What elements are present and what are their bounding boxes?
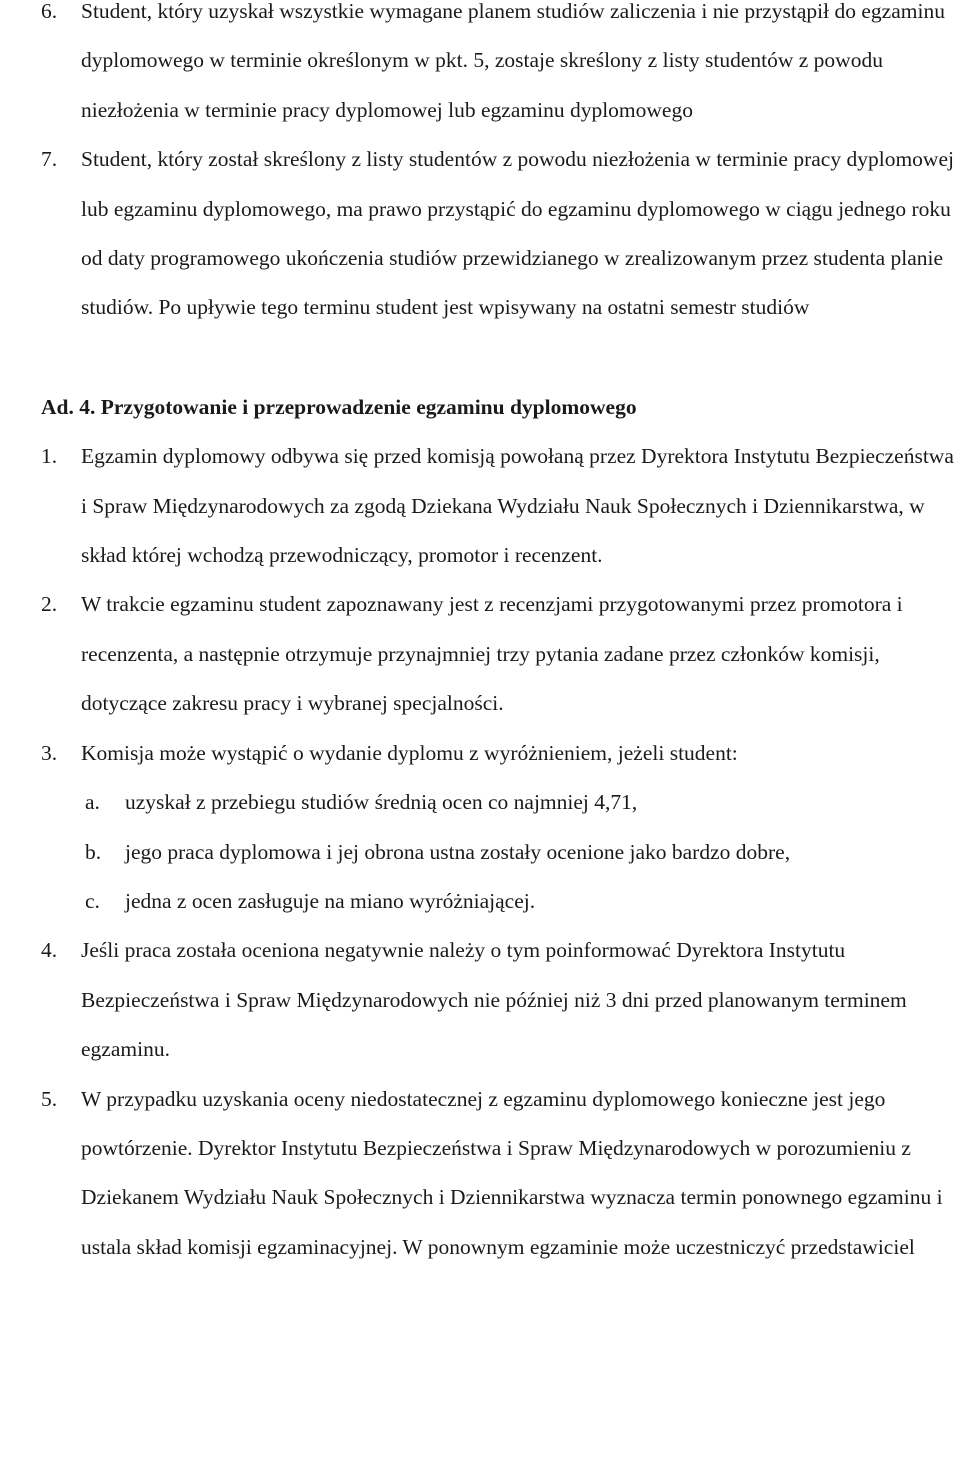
item-text: Student, który uzyskał wszystkie wymagane planem studiów zaliczenia i nie przystąpił do egzaminu dyplomowego w terminie określonym w pkt. 5, zostaje skreślony z listy studentów z powodu niezłożenia w terminie pracy dyplomowej lub egzaminu dyplomowego: [81, 0, 945, 122]
item-text: Komisja może wystąpić o wydanie dyplomu z wyróżnieniem, jeżeli student:: [81, 740, 738, 765]
sub-item-a: [0, 778, 960, 827]
list-item-1: [0, 432, 960, 580]
item-number: 2.: [41, 592, 58, 617]
item-text: W trakcie egzaminu student zapoznawany jest z recenzjami przygotowanymi przez promotora i recenzenta, a następnie otrzymuje przynajmniej trzy pytania zadane przez członków komisji, dotyczące zakresu pracy i wybranej specjalności.: [81, 592, 903, 716]
section-ad4: [0, 383, 960, 1272]
section-previous-points: [0, 0, 960, 333]
sub-item-text: uzyskał z przebiegu studiów średnią ocen co najmniej 4,71,: [125, 790, 638, 815]
sub-item-letter: a.: [85, 790, 100, 815]
sub-item-text: jego praca dyplomowa i jej obrona ustna zostały ocenione jako bardzo dobre,: [125, 839, 791, 864]
item-number: 4.: [41, 938, 58, 963]
sub-item-letter: c.: [85, 888, 100, 913]
item-text: Egzamin dyplomowy odbywa się przed komisją powołaną przez Dyrektora Instytutu Bezpieczeństwa i Spraw Międzynarodowych za zgodą Dziekana Wydziału Nauk Społecznych i Dziennikarstwa, w skład której wchodzą przewodniczący, promotor i recenzent.: [81, 444, 954, 568]
sub-item-c: [0, 877, 960, 926]
list-item-5: [0, 1075, 960, 1273]
section-spacer: [0, 333, 960, 383]
sub-item-letter: b.: [85, 839, 102, 864]
list-item-3: [0, 729, 960, 778]
item-number: 6.: [41, 0, 58, 23]
item-text: W przypadku uzyskania oceny niedostatecznej z egzaminu dyplomowego konieczne jest jego powtórzenie. Dyrektor Instytutu Bezpieczeństwa i Spraw Międzynarodowych w porozumieniu z Dziekanem Wydziału Nauk Społecznych i Dziennikarstwa wyznacza termin ponownego egzaminu i ustala skład komisji egzaminacyjnej. W ponownym egzaminie może uczestniczyć przedstawiciel: [81, 1086, 943, 1259]
sub-item-text: jedna z ocen zasługuje na miano wyróżniającej.: [125, 888, 536, 913]
item-number: 5.: [41, 1086, 58, 1111]
item-number: 1.: [41, 444, 58, 469]
item-text: Student, który został skreślony z listy studentów z powodu niezłożenia w terminie pracy dyplomowej lub egzaminu dyplomowego, ma prawo przystąpić do egzaminu dyplomowego w ciągu jednego roku od daty programowego ukończenia studiów przewidzianego w zrealizowanym przez studenta planie studiów. Po upływie tego terminu student jest wpisywany na ostatni semestr studiów: [81, 147, 954, 320]
item-text: Jeśli praca została oceniona negatywnie należy o tym poinformować Dyrektora Instytutu Bezpieczeństwa i Spraw Międzynarodowych nie później niż 3 dni przed planowanym terminem egzaminu.: [81, 938, 907, 1062]
list-item-4: [0, 926, 960, 1074]
item-number: 3.: [41, 740, 58, 765]
item-number: 7.: [41, 147, 58, 172]
sub-item-b: [0, 828, 960, 877]
list-item-2: [0, 580, 960, 728]
section-heading: Ad. 4. Przygotowanie i przeprowadzenie egzaminu dyplomowego: [41, 394, 637, 419]
list-item-6: [0, 0, 960, 135]
list-item-7: [0, 135, 960, 333]
